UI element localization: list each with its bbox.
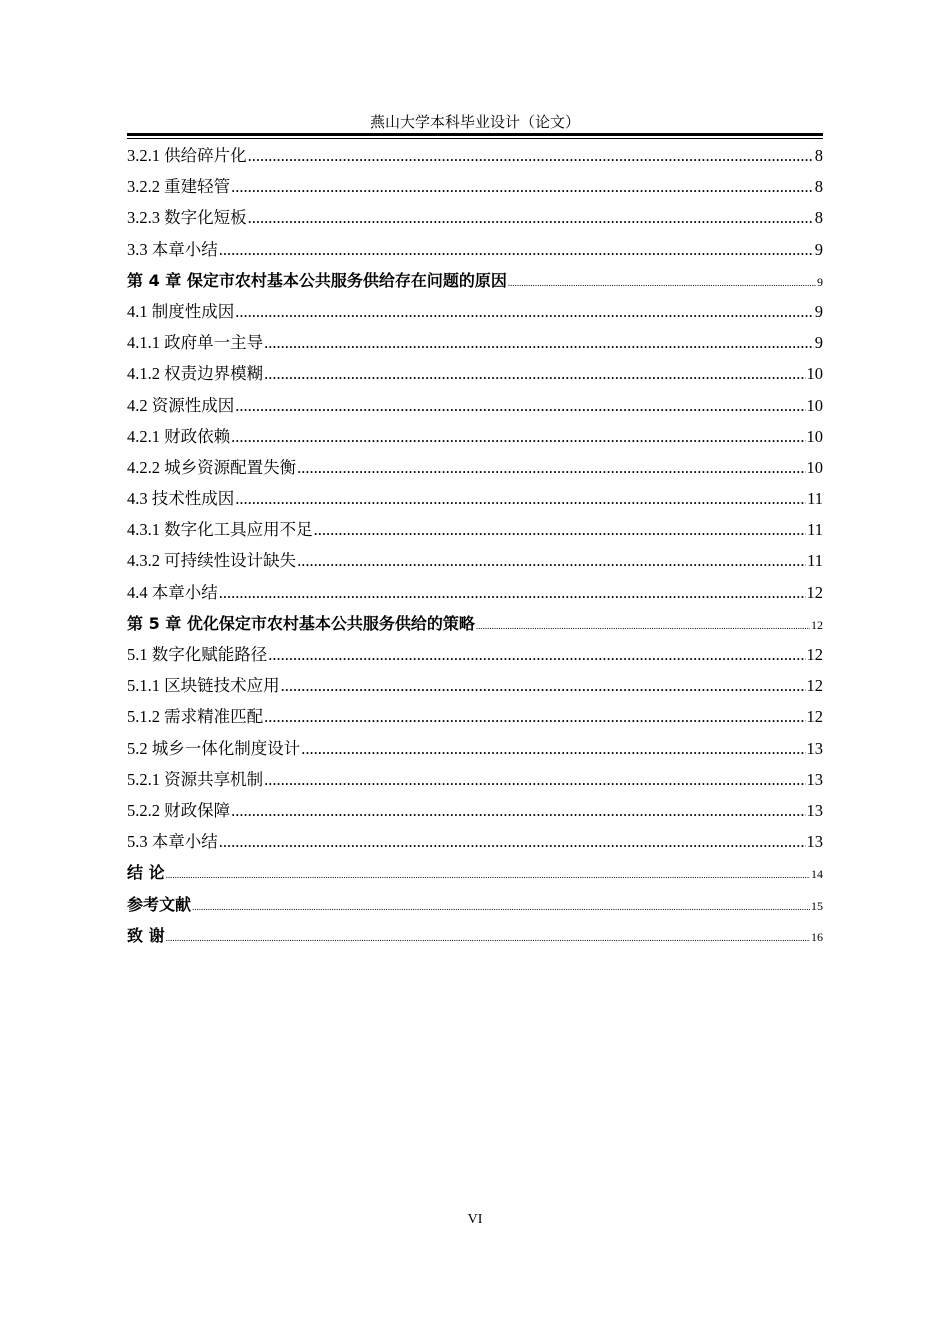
toc-entry-label: 结 论 <box>127 863 165 883</box>
toc-entry-page: 12 <box>811 617 823 632</box>
toc-entry-page: 12 <box>806 645 823 664</box>
toc-dot-leader <box>166 923 810 954</box>
toc-entry-page: 9 <box>814 239 823 259</box>
toc-entry[interactable] <box>127 670 823 701</box>
toc-entry-page: 12 <box>806 676 823 696</box>
toc-entry[interactable] <box>127 514 823 545</box>
toc-dot-leader <box>297 452 805 483</box>
toc-dot-leader <box>166 860 810 891</box>
toc-dot-leader <box>248 140 814 171</box>
toc-entry[interactable] <box>127 140 823 171</box>
header-rule-thick <box>127 133 823 136</box>
toc-entry-label: 4.3 技术性成因 <box>127 489 235 509</box>
toc-entry-label: 4.2.2 城乡资源配置失衡 <box>127 457 297 477</box>
toc-entry[interactable] <box>127 202 823 233</box>
toc-entry-label: 3.2.1 供给碎片化 <box>127 146 247 165</box>
toc-dot-leader <box>219 826 806 857</box>
toc-entry[interactable] <box>127 265 823 296</box>
toc-entry-label: 5.2.2 财政保障 <box>127 800 231 820</box>
toc-entry[interactable] <box>127 857 823 888</box>
toc-dot-leader <box>235 296 814 327</box>
toc-entry-page: 11 <box>807 551 823 571</box>
toc-dot-leader <box>231 795 805 826</box>
toc-dot-leader <box>248 202 814 233</box>
toc-entry-page: 12 <box>806 582 823 602</box>
toc-dot-leader <box>281 670 806 701</box>
toc-entry[interactable] <box>127 577 823 608</box>
toc-entry[interactable] <box>127 296 823 327</box>
toc-entry-label: 5.2 城乡一体化制度设计 <box>127 738 301 758</box>
toc-entry[interactable] <box>127 421 823 452</box>
toc-entry-page: 14 <box>811 867 823 882</box>
page-number: VI <box>467 1212 483 1227</box>
toc-entry-page: 11 <box>807 489 823 509</box>
toc-entry[interactable] <box>127 889 823 920</box>
toc-entry-label: 第 5 章 优化保定市农村基本公共服务供给的策略 <box>127 613 475 633</box>
toc-dot-leader <box>268 639 805 670</box>
header-rule-thin <box>127 138 823 139</box>
toc-entry-page: 9 <box>814 333 823 353</box>
toc-entry-page: 8 <box>814 146 823 165</box>
toc-entry[interactable] <box>127 483 823 514</box>
toc-entry-page: 11 <box>807 520 823 540</box>
toc-entry-label: 3.3 本章小结 <box>127 239 218 259</box>
toc-entry[interactable] <box>127 701 823 732</box>
toc-entry-page: 12 <box>806 707 823 727</box>
toc-entry-page: 16 <box>811 929 823 944</box>
toc-entry-label: 4.3.1 数字化工具应用不足 <box>127 520 313 540</box>
toc-entry[interactable] <box>127 327 823 358</box>
toc-dot-leader <box>192 892 810 923</box>
toc-dot-leader <box>219 577 806 608</box>
toc-dot-leader <box>264 701 805 732</box>
toc-entry-label: 5.1.2 需求精准匹配 <box>127 707 264 727</box>
toc-entry-label: 4.1.2 权责边界模糊 <box>127 364 264 384</box>
toc-entry-page: 8 <box>814 177 823 197</box>
toc-entry-label: 5.1.1 区块链技术应用 <box>127 676 280 696</box>
toc-entry-page: 8 <box>814 208 823 228</box>
table-of-contents <box>127 140 823 951</box>
toc-dot-leader <box>231 421 805 452</box>
toc-entry-label: 3.2.3 数字化短板 <box>127 208 247 228</box>
toc-dot-leader <box>314 514 806 545</box>
toc-entry-label: 5.1 数字化赋能路径 <box>127 645 268 664</box>
toc-entry[interactable] <box>127 733 823 764</box>
toc-entry-label: 5.2.1 资源共享机制 <box>127 769 264 789</box>
toc-dot-leader <box>301 733 805 764</box>
toc-entry-label: 参考文献 <box>127 894 192 914</box>
toc-entry[interactable] <box>127 920 823 951</box>
toc-entry-label: 4.1 制度性成因 <box>127 301 235 321</box>
toc-dot-leader <box>476 611 810 642</box>
toc-entry-page: 9 <box>817 274 823 289</box>
toc-entry[interactable] <box>127 171 823 202</box>
toc-entry-label: 4.3.2 可持续性设计缺失 <box>127 551 297 571</box>
toc-dot-leader <box>264 327 814 358</box>
toc-entry[interactable] <box>127 764 823 795</box>
toc-entry[interactable] <box>127 452 823 483</box>
toc-entry[interactable] <box>127 358 823 389</box>
page-header-title: 燕山大学本科毕业设计（论文） <box>369 115 580 131</box>
toc-dot-leader <box>235 390 805 421</box>
toc-entry[interactable] <box>127 795 823 826</box>
toc-entry-label: 4.2.1 财政依赖 <box>127 426 231 446</box>
toc-entry-page: 13 <box>806 800 823 820</box>
toc-entry-page: 10 <box>806 457 823 477</box>
toc-entry-label: 第 4 章 保定市农村基本公共服务供给存在问题的原因 <box>127 270 507 290</box>
toc-entry[interactable] <box>127 826 823 857</box>
toc-dot-leader <box>219 234 814 265</box>
toc-entry-page: 13 <box>806 738 823 758</box>
toc-entry-page: 15 <box>811 898 823 913</box>
toc-entry[interactable] <box>127 639 823 670</box>
toc-dot-leader <box>235 483 806 514</box>
toc-entry[interactable] <box>127 390 823 421</box>
toc-entry-label: 5.3 本章小结 <box>127 832 218 852</box>
toc-dot-leader <box>231 171 814 202</box>
toc-entry-label: 4.2 资源性成因 <box>127 395 235 415</box>
toc-dot-leader <box>508 268 816 299</box>
toc-dot-leader <box>264 764 805 795</box>
toc-entry-label: 致 谢 <box>127 925 165 945</box>
toc-entry-label: 4.1.1 政府单一主导 <box>127 333 264 353</box>
toc-dot-leader <box>297 545 806 576</box>
toc-entry-page: 10 <box>806 364 823 384</box>
toc-entry[interactable] <box>127 234 823 265</box>
toc-entry-label: 4.4 本章小结 <box>127 582 218 602</box>
toc-entry-page: 13 <box>806 769 823 789</box>
toc-entry-page: 10 <box>806 395 823 415</box>
toc-dot-leader <box>264 358 805 389</box>
toc-entry-label: 3.2.2 重建轻管 <box>127 177 231 197</box>
toc-entry-page: 13 <box>806 832 823 852</box>
toc-entry[interactable] <box>127 608 823 639</box>
toc-entry-page: 10 <box>806 426 823 446</box>
toc-entry-page: 9 <box>814 301 823 321</box>
toc-entry[interactable] <box>127 545 823 576</box>
